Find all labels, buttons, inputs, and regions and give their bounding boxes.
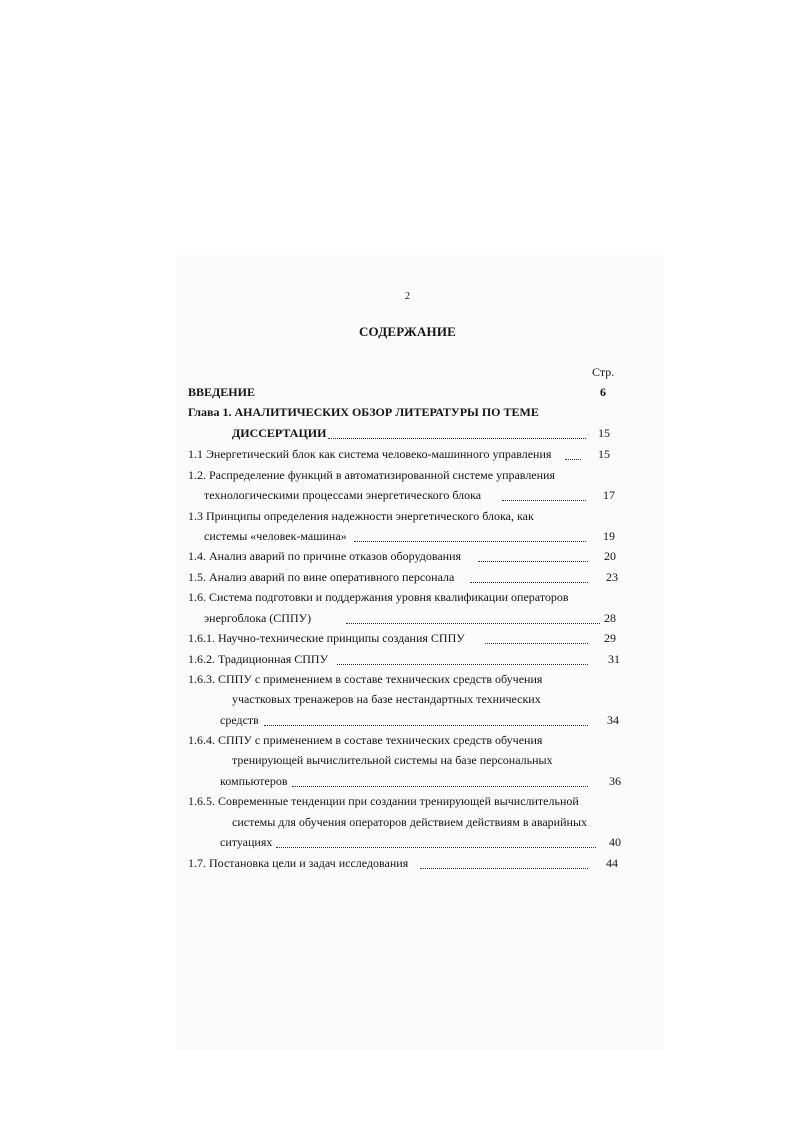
- toc-entry: [232, 814, 618, 831]
- toc-entry-title: системы «человек-машина»: [204, 529, 347, 543]
- page-column-label: Стр.: [592, 365, 615, 379]
- toc-entry: [188, 630, 618, 647]
- toc-entry-title: 1.1 Энергетический блок как система человеко-машинного управления: [188, 447, 552, 461]
- toc-entry-title: средств: [220, 713, 259, 727]
- toc-entry: [232, 752, 618, 769]
- toc-entry: [188, 651, 618, 668]
- toc-entry: [188, 548, 618, 565]
- toc-entry-page: 44: [606, 856, 618, 870]
- toc-entry-page: 34: [607, 713, 619, 727]
- toc-entry-title: ВВЕДЕНИЕ: [188, 385, 255, 399]
- toc-entry-title: технологическими процессами энергетического блока: [204, 488, 482, 502]
- dot-leader: [470, 576, 588, 583]
- dot-leader: [502, 494, 586, 501]
- toc-entry-title: Глава 1. АНАЛИТИЧЕСКИХ ОБЗОР ЛИТЕРАТУРЫ ПО ТЕМЕ: [188, 405, 539, 419]
- toc-entry-title: тренирующей вычислительной системы на базе персональных: [232, 753, 553, 767]
- toc-entry-page: 29: [604, 631, 616, 645]
- toc-entry: [188, 467, 618, 484]
- toc-entry: [204, 487, 618, 504]
- toc-entry: [188, 384, 618, 401]
- toc-entry-title: 1.2. Распределение функций в автоматизированной системе управления: [188, 468, 555, 482]
- toc-entry: [188, 446, 618, 463]
- toc-entry-page: 40: [609, 835, 621, 849]
- toc-entry: [232, 425, 618, 442]
- toc-entry-page: 15: [598, 447, 610, 461]
- toc-entry-title: 1.6.2. Традиционная СППУ: [188, 652, 329, 666]
- toc-entry-title: энергоблока (СППУ): [204, 611, 312, 625]
- toc-entry-page: 31: [608, 652, 620, 666]
- toc-entry: [204, 610, 618, 627]
- page-number: 2: [405, 291, 410, 302]
- toc-entry-title: 1.6.3. СППУ с применением в составе технических средств обучения: [188, 672, 543, 686]
- dot-leader: [264, 719, 588, 726]
- dot-leader: [337, 658, 588, 665]
- dot-leader: [565, 453, 581, 460]
- toc-entry-title: 1.6. Система подготовки и поддержания уровня квалификации операторов: [188, 590, 569, 604]
- dot-leader: [485, 637, 588, 644]
- toc-entry: [188, 508, 618, 525]
- toc-entry-title: 1.4. Анализ аварий по причине отказов оборудования: [188, 549, 462, 563]
- toc-entry: [188, 855, 618, 872]
- toc-entry-page: 36: [609, 774, 621, 788]
- toc-entry-title: 1.6.5. Современные тенденции при создании тренирующей вычислительной: [188, 794, 579, 808]
- toc-entry: [220, 712, 618, 729]
- toc-entry-page: 17: [603, 488, 615, 502]
- toc-entry-page: 23: [606, 570, 618, 584]
- toc-entry: [188, 404, 618, 421]
- dot-leader: [276, 841, 596, 848]
- toc-entry: [204, 528, 618, 545]
- dot-leader: [346, 617, 600, 624]
- dot-leader: [354, 535, 586, 542]
- dot-leader: [292, 780, 588, 787]
- toc-entry-page: 15: [598, 426, 610, 440]
- toc-entry: [220, 773, 621, 790]
- toc-entry-title: 1.7. Постановка цели и задач исследования: [188, 856, 409, 870]
- toc-entry-title: 1.6.4. СППУ с применением в составе технических средств обучения: [188, 733, 543, 747]
- toc-entry-title: 1.5. Анализ аварий по вине оперативного персонала: [188, 570, 455, 584]
- toc-entry: [188, 793, 618, 810]
- dot-leader: [420, 862, 588, 869]
- toc-entry: [232, 691, 618, 708]
- toc-entry: [188, 569, 618, 586]
- toc-entry: [188, 732, 618, 749]
- toc-entry-title: 1.3 Принципы определения надежности энергетического блока, как: [188, 509, 534, 523]
- dot-leader: [478, 555, 588, 562]
- toc-entry-title: 1.6.1. Научно-технические принципы создания СППУ: [188, 631, 465, 645]
- toc-entry-title: системы для обучения операторов действием действиям в аварийных: [232, 815, 588, 829]
- toc-entry: [188, 671, 618, 688]
- page-title: СОДЕРЖАНИЕ: [358, 324, 457, 339]
- toc-entry: [220, 834, 621, 851]
- toc-entry-title: участковых тренажеров на базе нестандартных технических: [232, 692, 541, 706]
- dot-leader: [328, 432, 586, 439]
- toc-entry-page: 28: [604, 611, 616, 625]
- toc-entry-page: 20: [604, 549, 616, 563]
- toc-entry-page: 6: [600, 385, 606, 399]
- toc-entry-title: ситуациях: [220, 835, 273, 849]
- toc-entry-title: компьютеров: [220, 774, 288, 788]
- toc-entry: [188, 589, 618, 606]
- toc-entry-title: ДИССЕРТАЦИИ: [232, 426, 327, 440]
- toc-entry-page: 19: [603, 529, 615, 543]
